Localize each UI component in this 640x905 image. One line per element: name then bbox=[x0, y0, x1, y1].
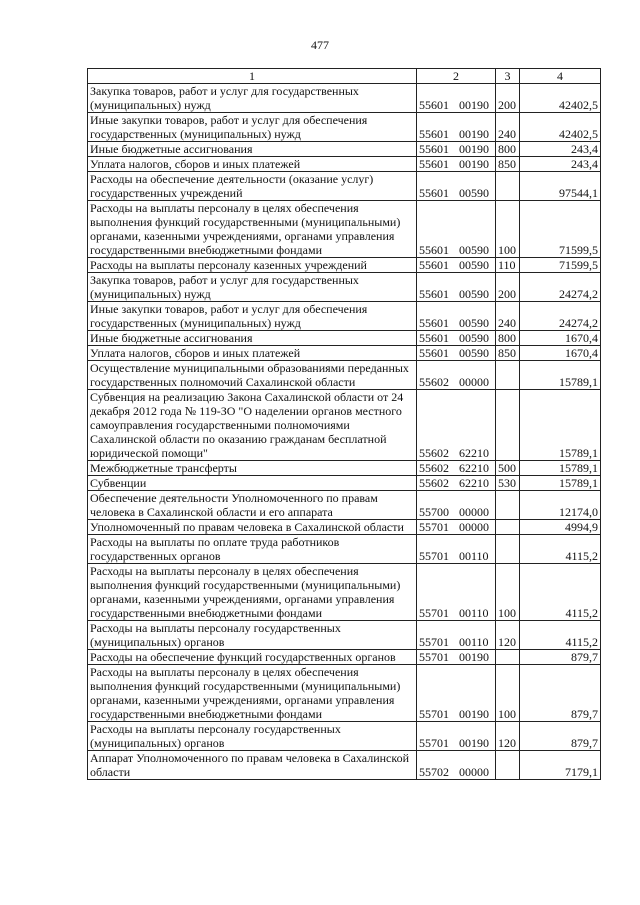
code-direction: 00590 bbox=[459, 186, 489, 200]
row-expense-type: 100 bbox=[496, 564, 520, 621]
row-name: Расходы на выплаты персоналу в целях обеспечения выполнения функций государственными (муниципальными) органами, казенными учреждениями, органами управления государственными внебюджетными фондами bbox=[88, 201, 417, 258]
row-expense-type bbox=[496, 390, 520, 461]
table-row bbox=[88, 491, 601, 520]
row-code bbox=[417, 476, 496, 491]
row-name: Осуществление муниципальными образованиями переданных государственных полномочий Сахалинской области bbox=[88, 361, 417, 390]
table-row bbox=[88, 258, 601, 273]
table-row bbox=[88, 302, 601, 331]
code-direction: 00110 bbox=[459, 635, 489, 649]
code-program: 55601 bbox=[419, 142, 449, 156]
row-name: Закупка товаров, работ и услуг для государственных (муниципальных) нужд bbox=[88, 273, 417, 302]
code-direction: 00590 bbox=[459, 316, 489, 330]
row-expense-type: 120 bbox=[496, 621, 520, 650]
code-direction: 00590 bbox=[459, 331, 489, 345]
row-name: Расходы на обеспечение функций государственных органов bbox=[88, 650, 417, 665]
table-row bbox=[88, 201, 601, 258]
code-program: 55602 bbox=[419, 446, 449, 460]
table-row bbox=[88, 346, 601, 361]
row-expense-type: 800 bbox=[496, 142, 520, 157]
row-expense-type bbox=[496, 361, 520, 390]
row-amount: 879,7 bbox=[520, 665, 601, 722]
row-name: Уполномоченный по правам человека в Сахалинской области bbox=[88, 520, 417, 535]
column-header: 1 bbox=[88, 69, 417, 84]
row-amount: 97544,1 bbox=[520, 172, 601, 201]
row-name: Иные закупки товаров, работ и услуг для обеспечения государственных (муниципальных) нужд bbox=[88, 302, 417, 331]
table-row bbox=[88, 142, 601, 157]
row-expense-type bbox=[496, 650, 520, 665]
row-code bbox=[417, 172, 496, 201]
row-name: Уплата налогов, сборов и иных платежей bbox=[88, 157, 417, 172]
budget-table bbox=[87, 68, 601, 780]
row-expense-type: 120 bbox=[496, 722, 520, 751]
row-name: Межбюджетные трансферты bbox=[88, 461, 417, 476]
code-program: 55601 bbox=[419, 316, 449, 330]
row-code bbox=[417, 722, 496, 751]
code-program: 55601 bbox=[419, 186, 449, 200]
column-header: 4 bbox=[520, 69, 601, 84]
row-expense-type: 200 bbox=[496, 273, 520, 302]
table-body bbox=[88, 84, 601, 780]
row-name: Уплата налогов, сборов и иных платежей bbox=[88, 346, 417, 361]
code-direction: 62210 bbox=[459, 461, 489, 475]
code-direction: 00590 bbox=[459, 258, 489, 272]
table-row bbox=[88, 361, 601, 390]
row-code bbox=[417, 84, 496, 113]
row-code bbox=[417, 621, 496, 650]
code-program: 55601 bbox=[419, 98, 449, 112]
row-code bbox=[417, 520, 496, 535]
row-amount: 42402,5 bbox=[520, 113, 601, 142]
row-name: Иные бюджетные ассигнования bbox=[88, 142, 417, 157]
row-amount: 1670,4 bbox=[520, 331, 601, 346]
row-amount: 4115,2 bbox=[520, 621, 601, 650]
row-name: Расходы на обеспечение деятельности (оказание услуг) государственных учреждений bbox=[88, 172, 417, 201]
column-header: 2 bbox=[417, 69, 496, 84]
row-expense-type: 240 bbox=[496, 302, 520, 331]
row-code bbox=[417, 258, 496, 273]
row-amount: 243,4 bbox=[520, 142, 601, 157]
code-direction: 00190 bbox=[459, 98, 489, 112]
table-row bbox=[88, 461, 601, 476]
code-program: 55602 bbox=[419, 461, 449, 475]
row-name: Расходы на выплаты персоналу государственных (муниципальных) органов bbox=[88, 621, 417, 650]
row-name: Расходы на выплаты персоналу в целях обеспечения выполнения функций государственными (муниципальными) органами, казенными учреждениями, органами управления государственными внебюджетными фондами bbox=[88, 665, 417, 722]
row-code bbox=[417, 650, 496, 665]
code-direction: 00000 bbox=[459, 765, 489, 779]
code-direction: 00190 bbox=[459, 142, 489, 156]
table-row bbox=[88, 84, 601, 113]
row-code bbox=[417, 361, 496, 390]
row-amount: 71599,5 bbox=[520, 258, 601, 273]
row-name: Иные бюджетные ассигнования bbox=[88, 331, 417, 346]
table-row bbox=[88, 157, 601, 172]
row-name: Субвенция на реализацию Закона Сахалинской области от 24 декабря 2012 года № 119-ЗО "О наделении органов местного самоуправления государственными полномочиями Сахалинской области по оказанию гражданам бесплатной юридической помощи" bbox=[88, 390, 417, 461]
code-program: 55601 bbox=[419, 331, 449, 345]
code-program: 55601 bbox=[419, 258, 449, 272]
row-expense-type: 530 bbox=[496, 476, 520, 491]
row-expense-type: 850 bbox=[496, 157, 520, 172]
code-program: 55701 bbox=[419, 549, 449, 563]
code-direction: 00000 bbox=[459, 375, 489, 389]
row-amount: 42402,5 bbox=[520, 84, 601, 113]
row-amount: 243,4 bbox=[520, 157, 601, 172]
row-name: Аппарат Уполномоченного по правам человека в Сахалинской области bbox=[88, 751, 417, 780]
code-direction: 00190 bbox=[459, 736, 489, 750]
row-amount: 4115,2 bbox=[520, 564, 601, 621]
row-amount: 15789,1 bbox=[520, 361, 601, 390]
code-program: 55700 bbox=[419, 505, 449, 519]
row-code bbox=[417, 346, 496, 361]
row-expense-type: 800 bbox=[496, 331, 520, 346]
code-program: 55701 bbox=[419, 606, 449, 620]
row-name: Закупка товаров, работ и услуг для государственных (муниципальных) нужд bbox=[88, 84, 417, 113]
row-amount: 7179,1 bbox=[520, 751, 601, 780]
table-row bbox=[88, 722, 601, 751]
code-direction: 00590 bbox=[459, 346, 489, 360]
code-direction: 00000 bbox=[459, 520, 489, 534]
row-amount: 4994,9 bbox=[520, 520, 601, 535]
table-row bbox=[88, 665, 601, 722]
code-program: 55702 bbox=[419, 765, 449, 779]
row-code bbox=[417, 157, 496, 172]
row-amount: 71599,5 bbox=[520, 201, 601, 258]
row-code bbox=[417, 273, 496, 302]
table-row bbox=[88, 172, 601, 201]
table-row bbox=[88, 535, 601, 564]
code-direction: 62210 bbox=[459, 446, 489, 460]
row-code bbox=[417, 535, 496, 564]
code-direction: 00000 bbox=[459, 505, 489, 519]
row-code bbox=[417, 331, 496, 346]
code-direction: 00190 bbox=[459, 650, 489, 664]
row-amount: 15789,1 bbox=[520, 476, 601, 491]
row-code bbox=[417, 491, 496, 520]
code-program: 55601 bbox=[419, 346, 449, 360]
code-direction: 00110 bbox=[459, 549, 489, 563]
table-row bbox=[88, 113, 601, 142]
row-name: Расходы на выплаты по оплате труда работников государственных органов bbox=[88, 535, 417, 564]
row-code bbox=[417, 390, 496, 461]
row-amount: 879,7 bbox=[520, 722, 601, 751]
row-expense-type bbox=[496, 491, 520, 520]
table-row bbox=[88, 564, 601, 621]
code-direction: 62210 bbox=[459, 476, 489, 490]
row-name: Расходы на выплаты персоналу государственных (муниципальных) органов bbox=[88, 722, 417, 751]
column-header: 3 bbox=[496, 69, 520, 84]
row-code bbox=[417, 302, 496, 331]
row-expense-type bbox=[496, 751, 520, 780]
row-expense-type: 100 bbox=[496, 201, 520, 258]
code-direction: 00110 bbox=[459, 606, 489, 620]
row-name: Расходы на выплаты персоналу казенных учреждений bbox=[88, 258, 417, 273]
code-program: 55701 bbox=[419, 520, 449, 534]
code-program: 55601 bbox=[419, 243, 449, 257]
row-code bbox=[417, 564, 496, 621]
table-row bbox=[88, 650, 601, 665]
row-expense-type bbox=[496, 535, 520, 564]
table-row bbox=[88, 331, 601, 346]
code-direction: 00190 bbox=[459, 157, 489, 171]
row-code bbox=[417, 665, 496, 722]
code-program: 55602 bbox=[419, 375, 449, 389]
row-expense-type: 110 bbox=[496, 258, 520, 273]
row-expense-type: 500 bbox=[496, 461, 520, 476]
row-expense-type bbox=[496, 172, 520, 201]
row-expense-type: 200 bbox=[496, 84, 520, 113]
table-row bbox=[88, 520, 601, 535]
table-row bbox=[88, 621, 601, 650]
row-expense-type: 850 bbox=[496, 346, 520, 361]
row-amount: 15789,1 bbox=[520, 461, 601, 476]
code-direction: 00590 bbox=[459, 287, 489, 301]
row-amount: 4115,2 bbox=[520, 535, 601, 564]
table-row bbox=[88, 273, 601, 302]
row-amount: 12174,0 bbox=[520, 491, 601, 520]
row-amount: 24274,2 bbox=[520, 273, 601, 302]
row-expense-type: 240 bbox=[496, 113, 520, 142]
page-number: 477 bbox=[311, 38, 329, 52]
row-expense-type bbox=[496, 520, 520, 535]
code-program: 55701 bbox=[419, 635, 449, 649]
row-code bbox=[417, 201, 496, 258]
code-direction: 00590 bbox=[459, 243, 489, 257]
row-code bbox=[417, 751, 496, 780]
row-code bbox=[417, 113, 496, 142]
row-amount: 24274,2 bbox=[520, 302, 601, 331]
code-program: 55601 bbox=[419, 287, 449, 301]
table-row bbox=[88, 476, 601, 491]
table-row bbox=[88, 751, 601, 780]
row-name: Иные закупки товаров, работ и услуг для обеспечения государственных (муниципальных) нужд bbox=[88, 113, 417, 142]
table-header-row bbox=[88, 69, 601, 84]
row-amount: 15789,1 bbox=[520, 390, 601, 461]
row-amount: 1670,4 bbox=[520, 346, 601, 361]
row-amount: 879,7 bbox=[520, 650, 601, 665]
code-program: 55701 bbox=[419, 650, 449, 664]
table-row bbox=[88, 390, 601, 461]
code-program: 55701 bbox=[419, 707, 449, 721]
row-code bbox=[417, 461, 496, 476]
code-direction: 00190 bbox=[459, 707, 489, 721]
row-name: Расходы на выплаты персоналу в целях обеспечения выполнения функций государственными (муниципальными) органами, казенными учреждениями, органами управления государственными внебюджетными фондами bbox=[88, 564, 417, 621]
row-name: Обеспечение деятельности Уполномоченного по правам человека в Сахалинской области и его аппарата bbox=[88, 491, 417, 520]
row-code bbox=[417, 142, 496, 157]
code-program: 55601 bbox=[419, 157, 449, 171]
row-name: Субвенции bbox=[88, 476, 417, 491]
code-direction: 00190 bbox=[459, 127, 489, 141]
code-program: 55701 bbox=[419, 736, 449, 750]
row-expense-type: 100 bbox=[496, 665, 520, 722]
code-program: 55601 bbox=[419, 127, 449, 141]
code-program: 55602 bbox=[419, 476, 449, 490]
